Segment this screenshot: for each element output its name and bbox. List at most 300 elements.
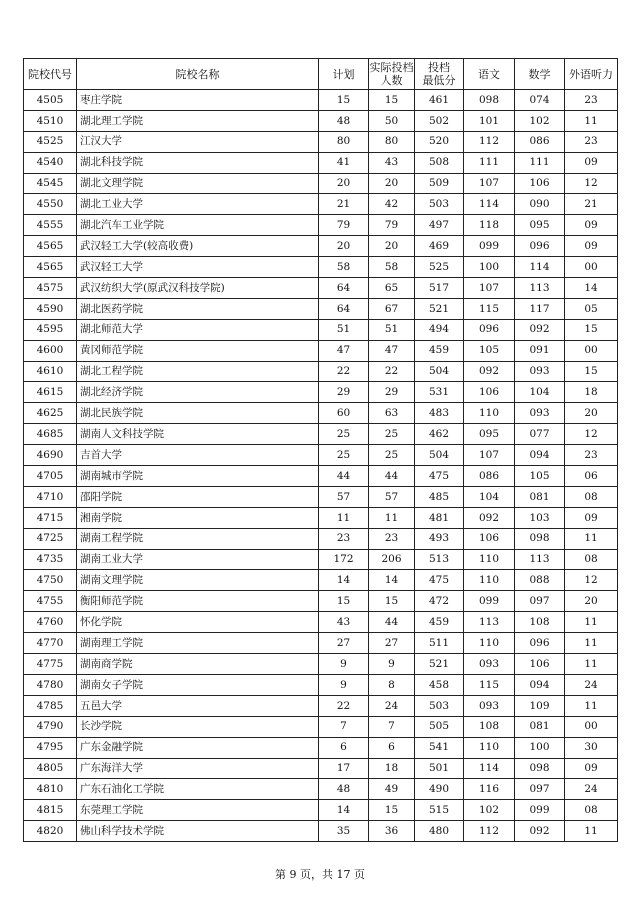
cell-min-score: 515 (415, 800, 464, 821)
cell-min-score: 459 (415, 612, 464, 633)
header-min-line1: 投档 (428, 61, 450, 74)
cell-chinese: 107 (464, 278, 515, 299)
cell-code: 4790 (24, 716, 77, 737)
cell-code: 4690 (24, 445, 77, 466)
cell-name: 湖北师范大学 (77, 319, 319, 340)
cell-actual: 44 (369, 466, 415, 487)
cell-code: 4540 (24, 152, 77, 173)
cell-chinese: 086 (464, 466, 515, 487)
cell-actual: 11 (369, 507, 415, 528)
cell-actual: 51 (369, 319, 415, 340)
cell-actual: 49 (369, 779, 415, 800)
cell-code: 4555 (24, 215, 77, 236)
cell-actual: 79 (369, 215, 415, 236)
cell-chinese: 111 (464, 152, 515, 173)
cell-name: 东莞理工学院 (77, 800, 319, 821)
cell-plan: 25 (319, 424, 369, 445)
cell-min-score: 505 (415, 716, 464, 737)
header-chinese: 语文 (464, 59, 515, 90)
table-row (24, 424, 618, 445)
cell-name: 佛山科学技术学院 (77, 821, 319, 842)
cell-math: 081 (515, 486, 565, 507)
cell-chinese: 093 (464, 654, 515, 675)
cell-min-score: 521 (415, 654, 464, 675)
cell-chinese: 101 (464, 110, 515, 131)
cell-plan: 51 (319, 319, 369, 340)
cell-name: 五邑大学 (77, 695, 319, 716)
cell-math: 095 (515, 215, 565, 236)
cell-code: 4775 (24, 654, 77, 675)
table-row (24, 403, 618, 424)
cell-math: 096 (515, 236, 565, 257)
table-row (24, 236, 618, 257)
cell-min-score: 508 (415, 152, 464, 173)
cell-name: 湖北民族学院 (77, 403, 319, 424)
cell-min-score: 520 (415, 131, 464, 152)
table-row (24, 110, 618, 131)
cell-listening: 12 (565, 173, 618, 194)
table-row (24, 591, 618, 612)
cell-math: 097 (515, 779, 565, 800)
cell-actual: 15 (369, 90, 415, 111)
cell-code: 4715 (24, 507, 77, 528)
cell-code: 4735 (24, 549, 77, 570)
cell-min-score: 503 (415, 194, 464, 215)
cell-math: 094 (515, 674, 565, 695)
cell-listening: 21 (565, 194, 618, 215)
cell-plan: 60 (319, 403, 369, 424)
cell-math: 093 (515, 403, 565, 424)
cell-min-score: 509 (415, 173, 464, 194)
cell-chinese: 110 (464, 633, 515, 654)
cell-listening: 20 (565, 591, 618, 612)
cell-actual: 80 (369, 131, 415, 152)
cell-actual: 8 (369, 674, 415, 695)
cell-actual: 15 (369, 800, 415, 821)
cell-plan: 35 (319, 821, 369, 842)
cell-listening: 23 (565, 445, 618, 466)
cell-math: 102 (515, 110, 565, 131)
cell-actual: 25 (369, 424, 415, 445)
cell-code: 4725 (24, 528, 77, 549)
cell-min-score: 501 (415, 758, 464, 779)
table-row (24, 215, 618, 236)
cell-chinese: 110 (464, 403, 515, 424)
cell-chinese: 105 (464, 340, 515, 361)
cell-actual: 20 (369, 236, 415, 257)
cell-name: 湖南女子学院 (77, 674, 319, 695)
table-row (24, 800, 618, 821)
cell-plan: 11 (319, 507, 369, 528)
cell-chinese: 118 (464, 215, 515, 236)
table-row (24, 131, 618, 152)
cell-min-score: 481 (415, 507, 464, 528)
cell-name: 湘南学院 (77, 507, 319, 528)
cell-chinese: 112 (464, 821, 515, 842)
table-row (24, 612, 618, 633)
cell-code: 4510 (24, 110, 77, 131)
cell-plan: 25 (319, 445, 369, 466)
cell-listening: 30 (565, 737, 618, 758)
cell-name: 湖北工程学院 (77, 361, 319, 382)
cell-name: 湖北工业大学 (77, 194, 319, 215)
cell-name: 武汉轻工大学(较高收费) (77, 236, 319, 257)
cell-min-score: 469 (415, 236, 464, 257)
cell-listening: 09 (565, 758, 618, 779)
cell-code: 4565 (24, 236, 77, 257)
cell-plan: 80 (319, 131, 369, 152)
cell-name: 吉首大学 (77, 445, 319, 466)
cell-actual: 18 (369, 758, 415, 779)
cell-listening: 24 (565, 674, 618, 695)
cell-plan: 43 (319, 612, 369, 633)
cell-code: 4815 (24, 800, 77, 821)
cell-name: 湖南文理学院 (77, 570, 319, 591)
cell-min-score: 503 (415, 695, 464, 716)
cell-chinese: 098 (464, 90, 515, 111)
table-row (24, 257, 618, 278)
cell-code: 4760 (24, 612, 77, 633)
cell-chinese: 107 (464, 445, 515, 466)
cell-plan: 58 (319, 257, 369, 278)
cell-min-score: 504 (415, 361, 464, 382)
cell-min-score: 462 (415, 424, 464, 445)
cell-plan: 172 (319, 549, 369, 570)
cell-plan: 27 (319, 633, 369, 654)
cell-min-score: 485 (415, 486, 464, 507)
cell-chinese: 113 (464, 612, 515, 633)
cell-actual: 23 (369, 528, 415, 549)
cell-actual: 58 (369, 257, 415, 278)
cell-name: 湖南工业大学 (77, 549, 319, 570)
header-code: 院校代号 (24, 59, 77, 90)
cell-actual: 63 (369, 403, 415, 424)
cell-min-score: 475 (415, 466, 464, 487)
cell-actual: 15 (369, 591, 415, 612)
cell-min-score: 475 (415, 570, 464, 591)
cell-math: 091 (515, 340, 565, 361)
cell-plan: 15 (319, 90, 369, 111)
cell-math: 081 (515, 716, 565, 737)
cell-math: 074 (515, 90, 565, 111)
cell-name: 江汉大学 (77, 131, 319, 152)
cell-code: 4755 (24, 591, 77, 612)
table-row (24, 654, 618, 675)
cell-listening: 11 (565, 528, 618, 549)
cell-chinese: 114 (464, 758, 515, 779)
table-row (24, 319, 618, 340)
cell-min-score: 521 (415, 298, 464, 319)
cell-name: 广东海洋大学 (77, 758, 319, 779)
cell-listening: 11 (565, 654, 618, 675)
cell-code: 4575 (24, 278, 77, 299)
cell-min-score: 480 (415, 821, 464, 842)
cell-listening: 11 (565, 821, 618, 842)
cell-chinese: 095 (464, 424, 515, 445)
cell-code: 4795 (24, 737, 77, 758)
cell-plan: 17 (319, 758, 369, 779)
cell-math: 109 (515, 695, 565, 716)
cell-plan: 20 (319, 173, 369, 194)
cell-code: 4610 (24, 361, 77, 382)
cell-name: 湖南人文科技学院 (77, 424, 319, 445)
cell-actual: 36 (369, 821, 415, 842)
table-row (24, 466, 618, 487)
table-row (24, 382, 618, 403)
cell-min-score: 459 (415, 340, 464, 361)
cell-listening: 12 (565, 570, 618, 591)
cell-plan: 22 (319, 361, 369, 382)
cell-name: 湖北文理学院 (77, 173, 319, 194)
cell-min-score: 494 (415, 319, 464, 340)
cell-plan: 7 (319, 716, 369, 737)
cell-math: 092 (515, 319, 565, 340)
header-name: 院校名称 (77, 59, 319, 90)
cell-chinese: 110 (464, 737, 515, 758)
cell-name: 湖北医药学院 (77, 298, 319, 319)
header-math: 数学 (515, 59, 565, 90)
cell-code: 4820 (24, 821, 77, 842)
cell-code: 4550 (24, 194, 77, 215)
header-actual-line2: 人数 (380, 74, 403, 87)
cell-chinese: 116 (464, 779, 515, 800)
cell-plan: 23 (319, 528, 369, 549)
page-footer: 第 9 页，共 17 页 (275, 868, 365, 881)
cell-chinese: 108 (464, 716, 515, 737)
header-row (24, 59, 618, 90)
cell-actual: 27 (369, 633, 415, 654)
header-actual-line1: 实际投档 (369, 61, 414, 74)
cell-listening: 11 (565, 633, 618, 654)
cell-name: 湖南城市学院 (77, 466, 319, 487)
cell-plan: 57 (319, 486, 369, 507)
table-row (24, 695, 618, 716)
cell-listening: 15 (565, 319, 618, 340)
cell-min-score: 531 (415, 382, 464, 403)
cell-math: 099 (515, 800, 565, 821)
cell-math: 113 (515, 549, 565, 570)
cell-name: 广东金融学院 (77, 737, 319, 758)
table-row (24, 633, 618, 654)
cell-min-score: 504 (415, 445, 464, 466)
cell-chinese: 110 (464, 549, 515, 570)
cell-name: 黄冈师范学院 (77, 340, 319, 361)
cell-chinese: 102 (464, 800, 515, 821)
cell-chinese: 092 (464, 361, 515, 382)
cell-actual: 6 (369, 737, 415, 758)
cell-code: 4600 (24, 340, 77, 361)
cell-plan: 15 (319, 591, 369, 612)
cell-actual: 25 (369, 445, 415, 466)
table-row (24, 298, 618, 319)
cell-name: 邵阳学院 (77, 486, 319, 507)
cell-listening: 20 (565, 403, 618, 424)
cell-listening: 09 (565, 236, 618, 257)
cell-min-score: 502 (415, 110, 464, 131)
cell-code: 4565 (24, 257, 77, 278)
table-row (24, 737, 618, 758)
cell-code: 4750 (24, 570, 77, 591)
cell-listening: 06 (565, 466, 618, 487)
cell-chinese: 106 (464, 528, 515, 549)
cell-math: 096 (515, 633, 565, 654)
cell-actual: 20 (369, 173, 415, 194)
table-row (24, 445, 618, 466)
table-row (24, 570, 618, 591)
cell-min-score: 513 (415, 549, 464, 570)
cell-listening: 09 (565, 152, 618, 173)
cell-listening: 05 (565, 298, 618, 319)
table-row (24, 340, 618, 361)
cell-listening: 00 (565, 716, 618, 737)
cell-math: 117 (515, 298, 565, 319)
cell-name: 武汉纺织大学(原武汉科技学院) (77, 278, 319, 299)
cell-listening: 11 (565, 612, 618, 633)
cell-code: 4595 (24, 319, 77, 340)
table-row (24, 549, 618, 570)
admissions-table (23, 58, 618, 842)
cell-actual: 67 (369, 298, 415, 319)
cell-plan: 9 (319, 674, 369, 695)
cell-listening: 15 (565, 361, 618, 382)
header-min-score (415, 59, 464, 90)
cell-min-score: 497 (415, 215, 464, 236)
cell-name: 湖南商学院 (77, 654, 319, 675)
cell-listening: 08 (565, 486, 618, 507)
cell-plan: 64 (319, 298, 369, 319)
cell-chinese: 092 (464, 507, 515, 528)
cell-name: 枣庄学院 (77, 90, 319, 111)
table-row (24, 758, 618, 779)
cell-math: 111 (515, 152, 565, 173)
cell-chinese: 093 (464, 695, 515, 716)
cell-actual: 7 (369, 716, 415, 737)
cell-code: 4810 (24, 779, 77, 800)
cell-min-score: 472 (415, 591, 464, 612)
cell-name: 湖北经济学院 (77, 382, 319, 403)
cell-plan: 14 (319, 570, 369, 591)
cell-name: 湖北汽车工业学院 (77, 215, 319, 236)
cell-plan: 14 (319, 800, 369, 821)
cell-name: 湖南理工学院 (77, 633, 319, 654)
cell-math: 090 (515, 194, 565, 215)
table-row (24, 507, 618, 528)
cell-actual: 22 (369, 361, 415, 382)
cell-listening: 11 (565, 110, 618, 131)
cell-plan: 47 (319, 340, 369, 361)
cell-code: 4505 (24, 90, 77, 111)
cell-plan: 41 (319, 152, 369, 173)
cell-math: 105 (515, 466, 565, 487)
cell-actual: 57 (369, 486, 415, 507)
cell-listening: 09 (565, 507, 618, 528)
cell-actual: 206 (369, 549, 415, 570)
cell-chinese: 114 (464, 194, 515, 215)
cell-min-score: 541 (415, 737, 464, 758)
cell-listening: 09 (565, 215, 618, 236)
cell-listening: 12 (565, 424, 618, 445)
cell-name: 长沙学院 (77, 716, 319, 737)
cell-name: 广东石油化工学院 (77, 779, 319, 800)
cell-math: 077 (515, 424, 565, 445)
table-row (24, 278, 618, 299)
cell-min-score: 461 (415, 90, 464, 111)
table-body (24, 90, 618, 842)
cell-code: 4780 (24, 674, 77, 695)
cell-actual: 29 (369, 382, 415, 403)
table-row (24, 779, 618, 800)
cell-code: 4590 (24, 298, 77, 319)
header-actual (369, 59, 415, 90)
cell-math: 106 (515, 173, 565, 194)
cell-code: 4625 (24, 403, 77, 424)
cell-math: 094 (515, 445, 565, 466)
cell-min-score: 517 (415, 278, 464, 299)
cell-chinese: 104 (464, 486, 515, 507)
cell-math: 086 (515, 131, 565, 152)
cell-actual: 43 (369, 152, 415, 173)
cell-math: 088 (515, 570, 565, 591)
cell-listening: 00 (565, 340, 618, 361)
table-row (24, 152, 618, 173)
table-row (24, 173, 618, 194)
cell-plan: 22 (319, 695, 369, 716)
cell-chinese: 115 (464, 674, 515, 695)
cell-actual: 42 (369, 194, 415, 215)
cell-actual: 65 (369, 278, 415, 299)
header-min-line2: 最低分 (422, 74, 456, 87)
table-row (24, 486, 618, 507)
cell-name: 湖南工程学院 (77, 528, 319, 549)
cell-min-score: 458 (415, 674, 464, 695)
cell-math: 098 (515, 758, 565, 779)
cell-actual: 44 (369, 612, 415, 633)
cell-math: 100 (515, 737, 565, 758)
cell-listening: 11 (565, 695, 618, 716)
cell-plan: 29 (319, 382, 369, 403)
cell-listening: 24 (565, 779, 618, 800)
table-row (24, 528, 618, 549)
table-row (24, 821, 618, 842)
cell-name: 湖北科技学院 (77, 152, 319, 173)
cell-chinese: 099 (464, 591, 515, 612)
cell-min-score: 511 (415, 633, 464, 654)
cell-chinese: 115 (464, 298, 515, 319)
cell-plan: 20 (319, 236, 369, 257)
cell-min-score: 493 (415, 528, 464, 549)
cell-math: 093 (515, 361, 565, 382)
cell-chinese: 110 (464, 570, 515, 591)
cell-chinese: 106 (464, 382, 515, 403)
cell-name: 湖北理工学院 (77, 110, 319, 131)
cell-plan: 48 (319, 110, 369, 131)
cell-plan: 9 (319, 654, 369, 675)
cell-actual: 14 (369, 570, 415, 591)
cell-math: 106 (515, 654, 565, 675)
header-listening: 外语听力 (565, 59, 618, 90)
cell-listening: 08 (565, 549, 618, 570)
cell-min-score: 483 (415, 403, 464, 424)
cell-actual: 9 (369, 654, 415, 675)
table-row (24, 194, 618, 215)
cell-listening: 18 (565, 382, 618, 403)
cell-math: 108 (515, 612, 565, 633)
cell-math: 104 (515, 382, 565, 403)
cell-plan: 6 (319, 737, 369, 758)
cell-code: 4710 (24, 486, 77, 507)
cell-code: 4685 (24, 424, 77, 445)
cell-min-score: 490 (415, 779, 464, 800)
